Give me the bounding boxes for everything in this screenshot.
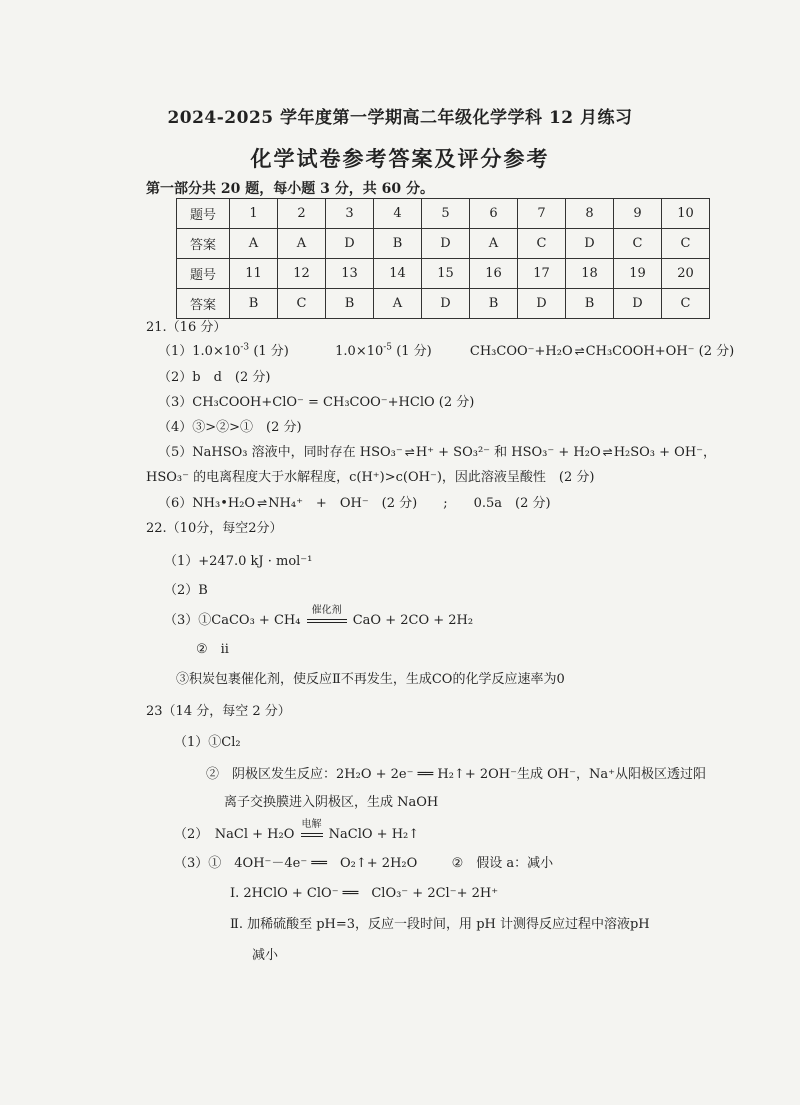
answer-table-cell: 17 [518,259,566,289]
answer-table-cell: 4 [374,199,422,229]
q21-line2: （2）b d (2 分) [158,370,271,385]
q21-1-eq-left: CH₃COO⁻+H₂O [469,344,573,359]
answer-table-cell: B [326,289,374,319]
answer-table-cell: C [662,229,710,259]
answer-table-cell: 2 [278,199,326,229]
q22-3-a: （3）①CaCO₃ + CH₄ [164,613,301,628]
equilibrium-arrow-icon: ⇌ [602,445,612,459]
answer-table-cell: 10 [662,199,710,229]
answer-table-cell: 12 [278,259,326,289]
q21-line3: （3）CH₃COOH+ClO⁻ = CH₃COO⁻+HClO (2 分) [158,395,475,410]
answer-table-cell: 7 [518,199,566,229]
q23-line5 [174,852,553,871]
answer-table-row [177,259,710,289]
q21-1-b-exp: -5 [383,342,393,353]
answer-table-cell: A [230,229,278,259]
q23-2-b: NaClO + H₂↑ [328,827,420,842]
q23-2-a: （2） NaCl + H₂O [174,827,295,842]
page-title: 2024-2025 学年度第一学期高二年级化学学科 12 月练习 [167,108,633,128]
answer-table-row [177,199,710,229]
answer-table-cell: 18 [566,259,614,289]
q23-3-b: ② 假设 a：减小 [451,856,554,871]
answer-table-cell: D [518,289,566,319]
q21-6-a: （6）NH₃•H₂O [158,496,256,511]
equilibrium-arrow-icon: ⇌ [404,445,414,459]
q21-heading: 21.（16 分） [146,320,227,335]
answer-table-row-label: 答案 [177,229,230,259]
answer-table-cell: A [278,229,326,259]
q23-line8: 减小 [252,948,279,963]
answer-table-cell: B [230,289,278,319]
answer-table-cell: D [326,229,374,259]
answer-table-cell: 20 [662,259,710,289]
q21-1-a-exp: -3 [240,342,250,353]
q21-5-b: H⁺ + SO₃²⁻ 和 HSO₃⁻ + H₂O [415,445,601,460]
answer-table-cell: D [422,289,470,319]
answer-table-cell: D [422,229,470,259]
answer-table-cell: 16 [470,259,518,289]
answer-table-row-label: 题号 [177,259,230,289]
q21-line1 [158,340,734,359]
q21-5-a: （5）NaHSO₃ 溶液中，同时存在 HSO₃⁻ [158,445,403,460]
q23-line1: （1）①Cl₂ [174,735,241,750]
answer-table-cell: B [470,289,518,319]
q22-line4: ② ii [196,642,229,657]
answer-table-cell: 1 [230,199,278,229]
answer-table-cell: A [470,229,518,259]
answer-table-cell: 15 [422,259,470,289]
q21-1-a-points: (1 分) [253,344,289,359]
catalyst-condition [305,605,349,628]
electrolysis-condition [299,819,325,842]
q21-1-b: 1.0×10 [335,344,384,359]
q23-line6: Ⅰ. 2HClO + ClO⁻ ══ ClO₃⁻ + 2Cl⁻+ 2H⁺ [230,886,499,901]
answer-table-cell: D [566,229,614,259]
q23-3-a: （3）① 4OH⁻－4e⁻ ══ O₂↑+ 2H₂O [174,856,418,871]
q21-line5 [158,441,716,460]
electrolysis-label: 电解 [301,819,322,830]
answer-table-row [177,229,710,259]
q22-line1: （1）+247.0 kJ · mol⁻¹ [164,554,313,569]
equilibrium-arrow-icon: ⇌ [574,344,584,358]
answer-table-cell: 14 [374,259,422,289]
answer-table-cell: A [374,289,422,319]
answer-table-cell: 9 [614,199,662,229]
answer-table-cell: B [374,229,422,259]
answer-table-row-label: 题号 [177,199,230,229]
q23-heading: 23（14 分，每空 2 分） [146,704,291,719]
answer-table-cell: C [278,289,326,319]
q22-line2: （2）B [164,583,208,598]
q21-1-eq-right: CH₃COOH+OH⁻ (2 分) [585,344,735,359]
q21-5-c: H₂SO₃ + OH⁻， [613,445,717,460]
q23-line2: ② 阴极区发生反应：2H₂O + 2e⁻ ══ H₂↑+ 2OH⁻生成 OH⁻，Na⁺从阳极区透过阳 [206,767,706,782]
answer-table-cell: 6 [470,199,518,229]
q21-1-b-points: (1 分) [396,344,432,359]
equilibrium-arrow-icon: ⇌ [257,496,267,510]
answer-table-cell: 13 [326,259,374,289]
q22-3-b: CaO + 2CO + 2H₂ [352,613,474,628]
q22-line3 [164,605,474,628]
page-subtitle: 化学试卷参考答案及评分参考 [250,146,550,171]
catalyst-label: 催化剂 [311,605,342,616]
answer-table-cell: B [566,289,614,319]
part1-note: 第一部分共 20 题，每小题 3 分，共 60 分。 [146,181,434,197]
q21-line5-cont: HSO₃⁻ 的电离程度大于水解程度，c(H⁺)>c(OH⁻)，因此溶液呈酸性 (2 分) [146,470,595,485]
answer-table-cell: C [518,229,566,259]
answer-table [176,198,710,319]
q22-heading: 22.（10分，每空2分） [146,521,283,536]
answer-table-cell: 11 [230,259,278,289]
answer-table-cell: 19 [614,259,662,289]
q21-1-a: （1）1.0×10 [158,344,241,359]
answer-table-row [177,289,710,319]
q21-line6 [158,492,551,511]
answer-table-cell: 8 [566,199,614,229]
q23-line4 [174,819,420,842]
answer-table-cell: D [614,289,662,319]
q23-line3: 离子交换膜进入阴极区，生成 NaOH [224,795,439,810]
answer-table-cell: C [662,289,710,319]
answer-table-cell: 3 [326,199,374,229]
answer-table-cell: C [614,229,662,259]
answer-table-row-label: 答案 [177,289,230,319]
answer-table-cell: 5 [422,199,470,229]
q23-line7: Ⅱ. 加稀硫酸至 pH=3，反应一段时间，用 pH 计测得反应过程中溶液pH [230,917,650,932]
q22-line5: ③积炭包裹催化剂，使反应Ⅱ不再发生，生成CO的化学反应速率为0 [176,672,565,687]
q21-6-b: NH₄⁺ + OH⁻ (2 分) ; 0.5a (2 分) [268,496,551,511]
q21-line4: （4）③>②>① (2 分) [158,420,302,435]
